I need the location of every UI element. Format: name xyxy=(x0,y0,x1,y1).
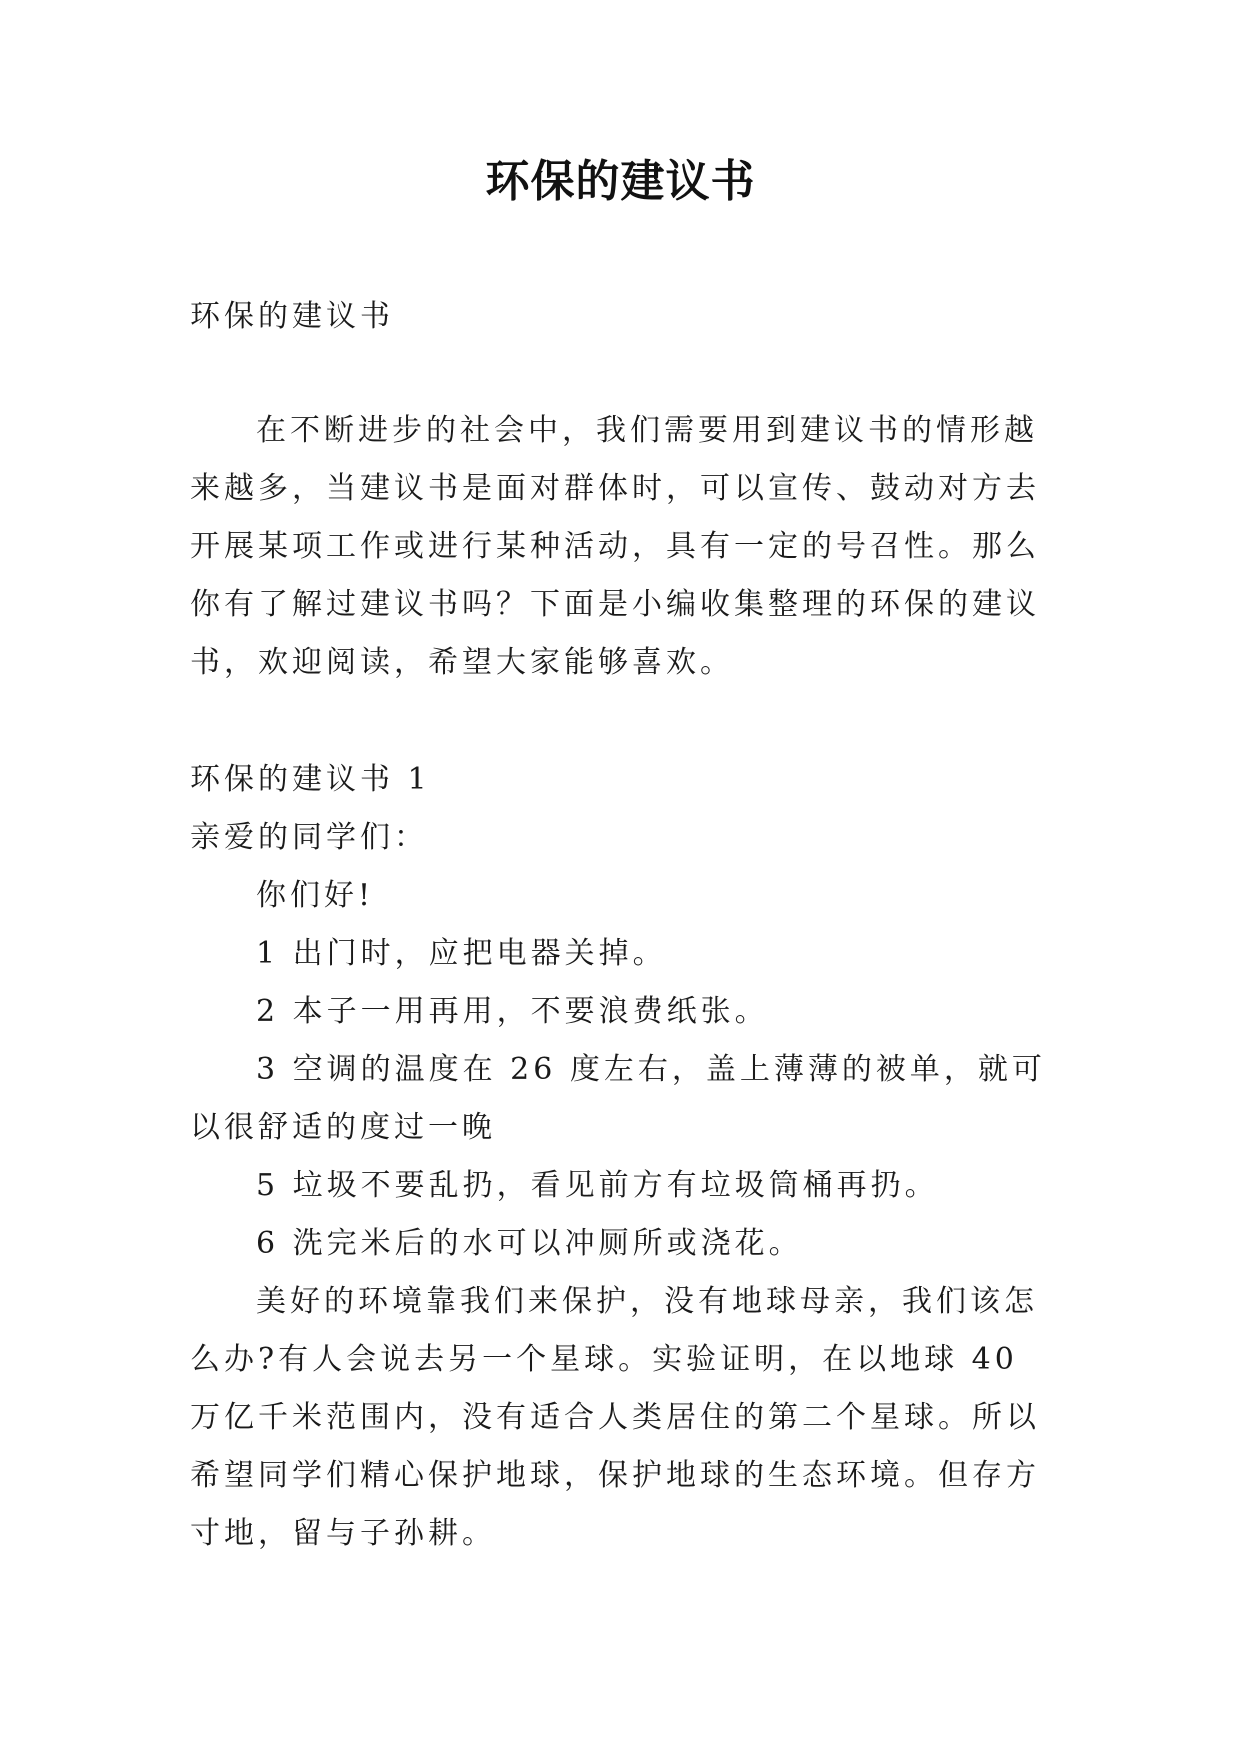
section-heading: 环保的建议书 1 xyxy=(190,762,431,797)
document-title: 环保的建议书 xyxy=(485,156,756,207)
list-item: 6 洗完米后的水可以冲厕所或浇花。 xyxy=(256,1226,803,1261)
greeting: 你们好! xyxy=(256,878,375,913)
document-subtitle xyxy=(190,288,1052,346)
list-item: 3 空调的温度在 26 度左右，盖上薄薄的被单，就可以很舒适的度过一晚 xyxy=(190,1052,1046,1145)
closing-paragraph: 美好的环境靠我们来保护，没有地球母亲，我们该怎么办?有人会说去另一个星球。实验证明，在以地球 40 万亿千米范围内，没有适合人类居住的第二个星球。所以希望同学们精心保护地球，保护地球的生态环境。但存方寸地，留与子孙耕。 xyxy=(190,1284,1040,1551)
salutation: 亲爱的同学们： xyxy=(190,820,428,855)
intro-paragraph: 在不断进步的社会中，我们需要用到建议书的情形越来越多，当建议书是面对群体时，可以宣传、鼓动对方去开展某项工作或进行某种活动，具有一定的号召性。那么你有了解过建议书吗？下面是小编收集整理的环保的建议书，欢迎阅读，希望大家能够喜欢。 xyxy=(190,413,1040,680)
section-1 xyxy=(190,751,1052,1563)
list-item: 5 垃圾不要乱扔，看见前方有垃圾筒桶再扔。 xyxy=(256,1168,939,1203)
subtitle-text: 环保的建议书 xyxy=(190,299,394,334)
list-item: 1 出门时，应把电器关掉。 xyxy=(256,936,667,971)
list-item: 2 本子一用再用，不要浪费纸张。 xyxy=(256,994,769,1029)
intro-paragraph-block xyxy=(190,402,1052,692)
